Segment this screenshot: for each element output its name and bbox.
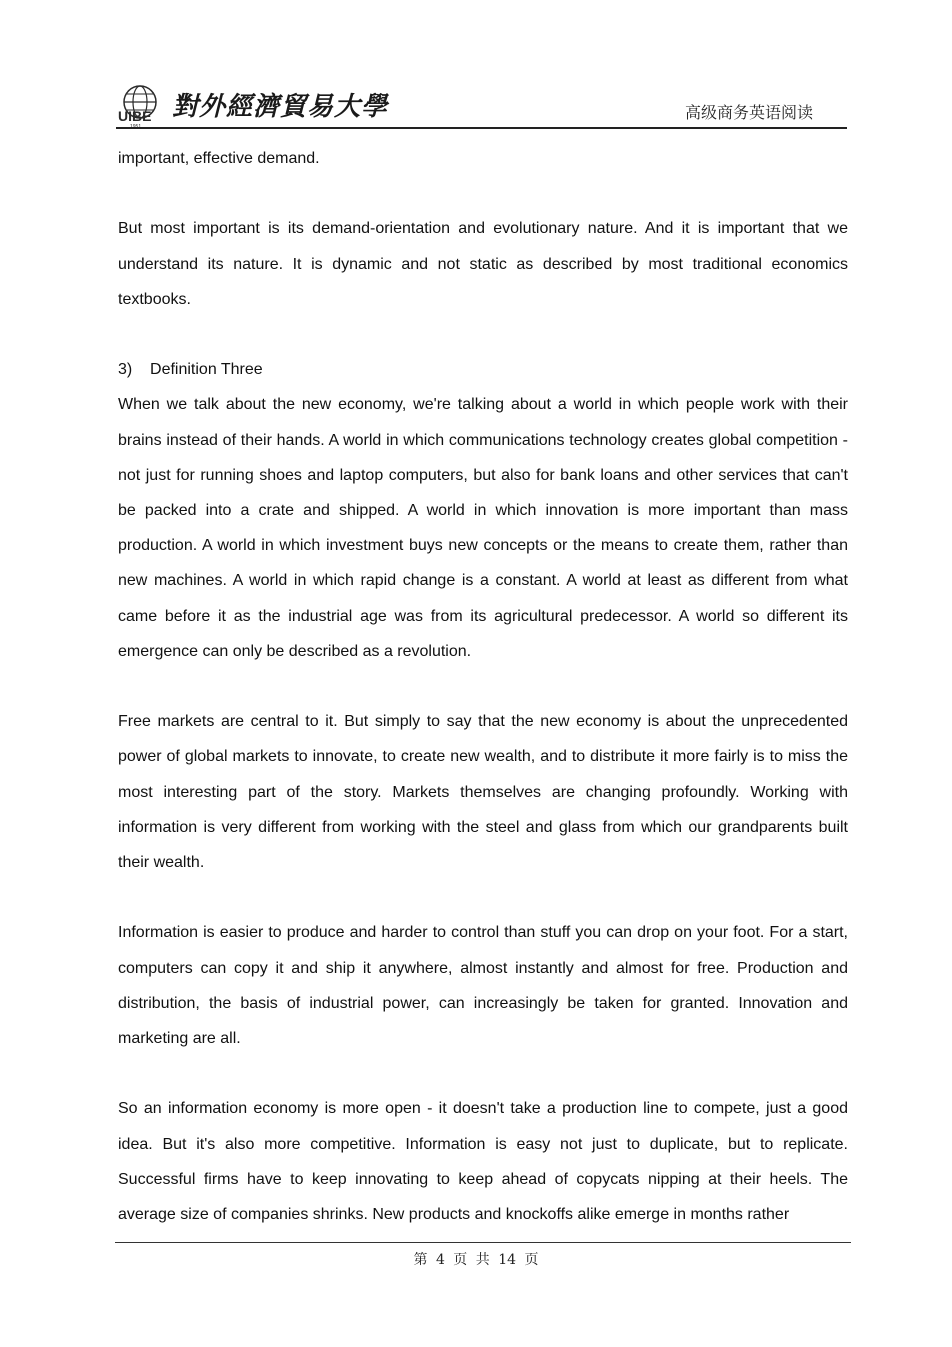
paragraph: When we talk about the new economy, we're talking about a world in which people work with their brains instead of their hands. A world in which communications technology creates global competition - not just for running shoes and laptop computers, but also for bank loans and other services that can't be packed into a crate and shipped. A world in which innovation is more important than mass production. A world in which investment buys new concepts or the means to create them, rather than new machines. A world in which rapid change is a constant. A world at least as different from what came before it as the industrial age was from its agricultural predecessor. A world so different its emergence can only be described as a revolution. (118, 396, 848, 660)
footer-divider (115, 1242, 851, 1243)
paragraph: Free markets are central to it. But simply to say that the new economy is about the unprecedented power of global markets to innovate, to create new wealth, and to distribute it more fairly is to miss the most interesting part of the story. Markets themselves are changing profoundly. Working with information is very different from working with the steel and glass from which our grandparents built their wealth. (118, 713, 848, 872)
university-name: 對外經濟貿易大學 (172, 92, 389, 122)
course-title: 高级商务英语阅读 (684, 105, 813, 122)
document-body (118, 141, 848, 1232)
paragraph: So an information economy is more open - it doesn't take a production line to compete, just a good idea. But it's also more competitive. Information is easy not just to duplicate, but to replicate. Successful firms have to keep innovating to keep ahead of copycats nipping at their heels. The average size of companies shrinks. New products and knockoffs alike emerge in months rather (118, 1100, 848, 1224)
page-number: 第 4 页 共 14 页 (413, 1252, 539, 1268)
paragraph: important, effective demand. (118, 150, 320, 167)
header-divider (116, 127, 847, 129)
university-emblem-icon (114, 80, 170, 130)
section-heading: 3) Definition Three (118, 361, 263, 379)
paragraph: Information is easier to produce and harder to control than stuff you can drop on your foot. For a start, computers can copy it and ship it anywhere, almost instantly and almost for free. Production and distribution, the basis of industrial power, can increasingly be taken for granted. Innovation and marketing are all. (118, 924, 848, 1048)
logo-text: UIBE (118, 108, 152, 124)
paragraph: But most important is its demand-orientation and evolutionary nature. And it is important that we understand its nature. It is dynamic and not static as described by most traditional economics textbooks. (118, 220, 848, 308)
page-header (114, 78, 847, 130)
